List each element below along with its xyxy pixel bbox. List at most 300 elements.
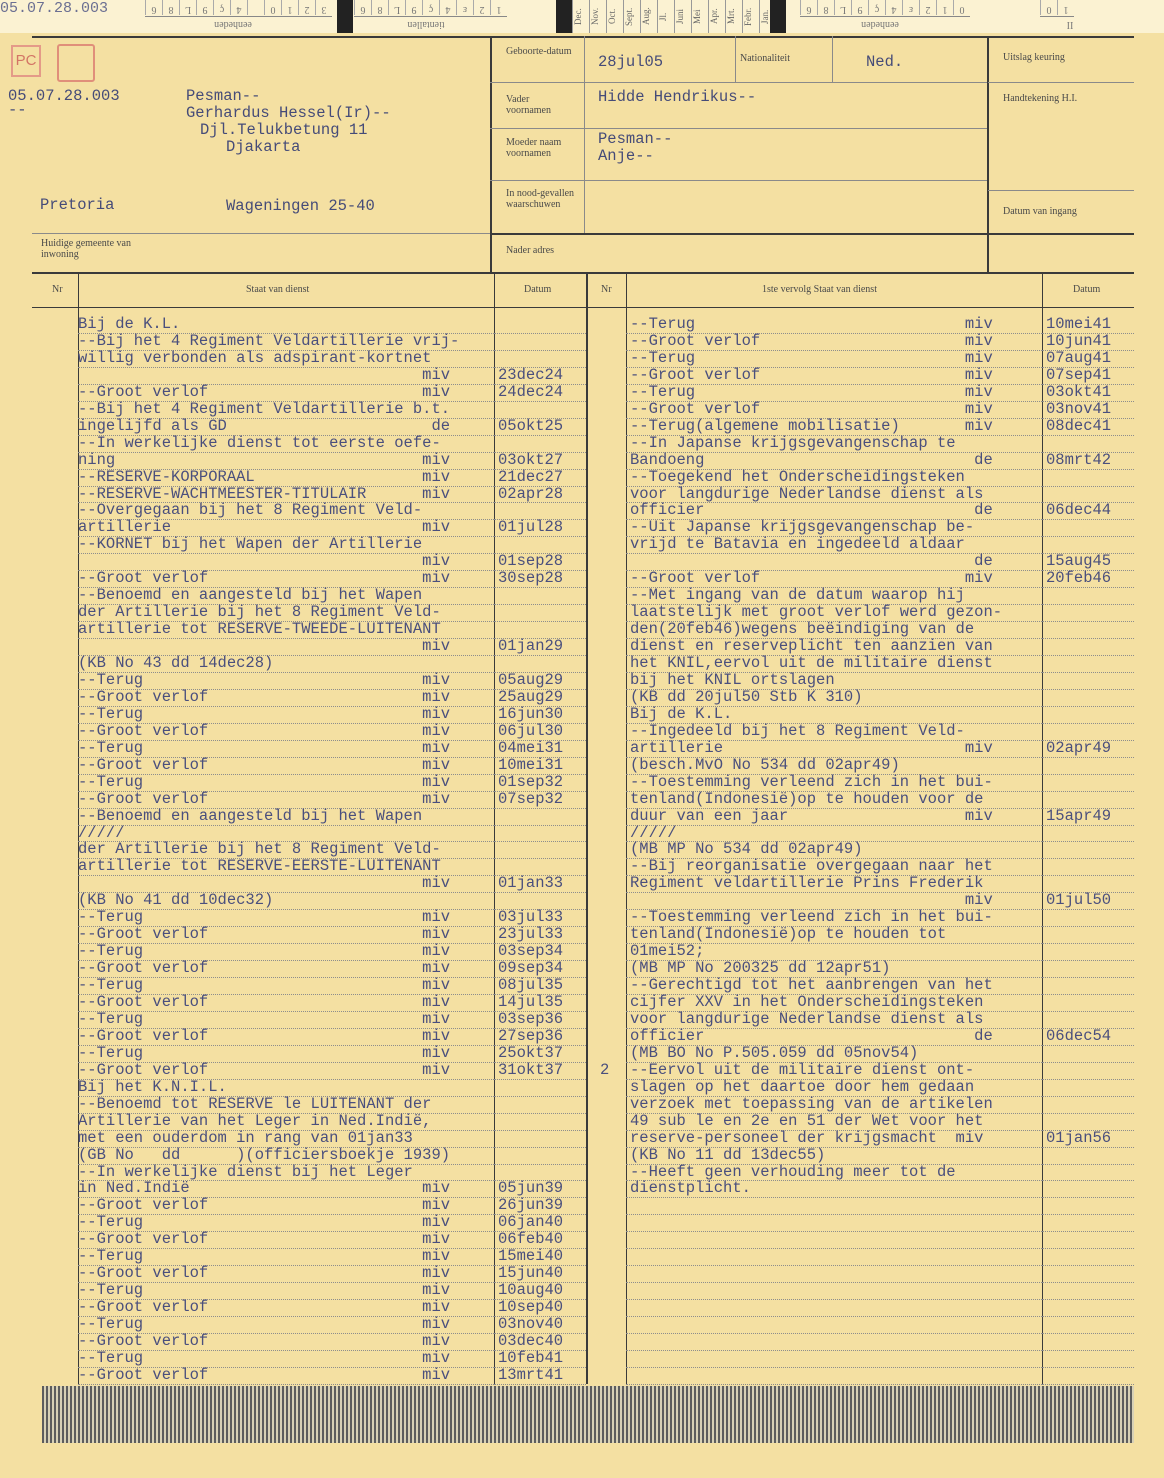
ruled-line (1042, 994, 1134, 995)
strip-digit: L (388, 0, 405, 15)
ruled-line (1042, 1350, 1134, 1351)
entry-text: --RESERVE-KORPORAAL miv (78, 467, 451, 486)
col-header-nr: Nr (52, 284, 63, 295)
entry-text: --Groot verlof miv (630, 365, 993, 384)
entry-date: 15aug45 (1046, 552, 1112, 571)
ruled-line (1042, 1045, 1134, 1046)
mother-names: Anje-- (598, 147, 654, 165)
entry-text: ning miv (78, 450, 451, 469)
entry-date: 10mei41 (1046, 315, 1112, 333)
strip-digit: 9 (851, 0, 868, 15)
entry-text: --In Japanse krijgsgevangenschap te (630, 433, 956, 452)
entry-text: (GB No dd )(officiersboekje 1939) (78, 1145, 451, 1164)
entry-text: --Groot verlof miv (78, 1060, 451, 1079)
entry-text: --Toegekend het Onderscheidingsteken (630, 467, 965, 486)
ruled-line (1042, 1079, 1134, 1080)
ruled-line (1042, 723, 1134, 724)
ruled-line (1042, 1316, 1134, 1317)
entry-text: der Artillerie bij het 8 Regiment Veld- (78, 603, 441, 622)
col-line-date2 (1042, 272, 1043, 1384)
entry-text: (KB No 41 dd 10dec32) (78, 891, 274, 910)
entry-date: 14jul35 (498, 993, 564, 1011)
ruled-line (1042, 926, 1134, 927)
entry-text: --Terug miv (78, 1009, 451, 1028)
entry-text: --Groot verlof miv (78, 1196, 451, 1215)
entry-text: --KORNET bij het Wapen der Artillerie (78, 535, 423, 554)
address-street: Djl.Telukbetung 11 (200, 121, 368, 139)
entry-text: met een ouderdom in rang van 01jan33 (78, 1128, 413, 1147)
entry-date: 16jun30 (498, 704, 564, 723)
ruled-line (1042, 655, 1134, 656)
entry-date: 10jun41 (1046, 331, 1112, 350)
entry-date: 25aug29 (498, 687, 564, 706)
entry-text: --Groot verlof miv (78, 1365, 451, 1384)
entry-date: 10sep40 (498, 1298, 564, 1317)
strip-digit: 2 (473, 0, 490, 15)
red-stamp-box (57, 44, 95, 82)
entry-text: --Toestemming verleend zich in het bui- (630, 772, 993, 791)
entry-text: miv (78, 552, 451, 571)
ruled-line (494, 841, 586, 842)
ruled-line (1042, 1367, 1134, 1368)
label-nationality: Nationaliteit (740, 53, 790, 64)
punch-strip (0, 0, 1164, 33)
ruled-line (1042, 791, 1134, 792)
entry-text: --Terug miv (78, 1043, 451, 1062)
entry-text: bij het KNIL ortslagen (630, 670, 835, 689)
digit-row-tens (354, 0, 507, 17)
entry-text: --Terug miv (630, 348, 993, 367)
ruled-line (78, 825, 494, 826)
ruled-line (78, 1384, 494, 1385)
header-row-line (490, 82, 987, 83)
entry-date: 01sep28 (498, 552, 564, 571)
ruled-line (494, 1384, 586, 1385)
ruled-line (1042, 1265, 1134, 1266)
strip-record-code: 05.07.28.003 (0, 0, 109, 17)
col-header-date: Datum (524, 284, 552, 295)
header-divider-2 (987, 36, 989, 272)
strip-digit: 0 (953, 0, 970, 15)
digit-row-units-2 (800, 0, 970, 17)
ruled-line (494, 825, 586, 826)
ruled-line (1042, 1113, 1134, 1114)
entry-text: --Overgegaan bij het 8 Regiment Veld- (78, 501, 423, 520)
entry-date: 08jul35 (498, 976, 564, 995)
entry-text: --Terug miv (78, 1247, 451, 1266)
strip-digit: 2 (919, 0, 936, 15)
entry-text: --Groot verlof miv (630, 569, 993, 588)
ruled-line (626, 1350, 1042, 1351)
ruled-line (1042, 672, 1134, 673)
entry-text: --Groot verlof miv (78, 382, 451, 401)
table-header-border (32, 307, 1134, 308)
ruled-line (494, 1130, 586, 1131)
entry-date: 01jan29 (498, 637, 564, 656)
ruled-line (626, 1316, 1042, 1317)
entry-text: --Terug miv (78, 670, 451, 689)
digit-caption-tens: tientallen (407, 19, 445, 30)
entry-text: dienst en reserveplicht ten aanzien van (630, 637, 993, 656)
entry-text: --RESERVE-WACHTMEESTER-TITULAIR miv (78, 484, 451, 503)
nationality-divider-1 (735, 36, 736, 82)
ruled-line (626, 1248, 1042, 1249)
entry-date: 01jan56 (1046, 1128, 1112, 1147)
entry-text: --Terug(algemene mobilisatie) miv (630, 416, 993, 435)
entry-date: 24dec24 (498, 382, 564, 401)
registration-place: Wageningen 25-40 (226, 197, 375, 215)
label-birthdate: Geboorte-datum (506, 46, 572, 57)
entry-text: --Groot verlof miv (78, 959, 451, 978)
strip-digit: 3 (315, 0, 332, 15)
entry-date: 06jul30 (498, 721, 564, 740)
entry-text: cijfer XXV in het Onderscheidingsteken (630, 993, 984, 1011)
entry-text: de (630, 552, 993, 571)
entry-text: Bandoeng de (630, 450, 993, 469)
entry-date: 03sep34 (498, 942, 564, 961)
ruled-line (1042, 1248, 1134, 1249)
ruled-line (1042, 1011, 1134, 1012)
ruled-line (494, 1164, 586, 1165)
entry-date: 27sep36 (498, 1026, 564, 1045)
entry-date: 07sep32 (498, 789, 564, 808)
entry-text: Bij de K.L. (78, 315, 181, 333)
entry-date: 02apr28 (498, 484, 564, 503)
entry-text: voor langdurige Nederlandse dienst als (630, 484, 984, 503)
entry-date: 26jun39 (498, 1196, 564, 1215)
entry-text: artillerie tot RESERVE-EERSTE-LUITENANT (78, 857, 441, 876)
strip-digit: 1 (936, 0, 953, 15)
header-right-line (988, 82, 1134, 83)
entry-text: (MB MP No 534 dd 02apr49) (630, 840, 863, 859)
punch-mark (770, 0, 786, 33)
ruled-line (1042, 825, 1134, 826)
month-label: Jl. (657, 0, 674, 33)
entry-text: --Heeft geen verhouding meer tot de (630, 1162, 956, 1181)
ruled-line (1042, 858, 1134, 859)
entry-text: voor langdurige Nederlandse dienst als (630, 1009, 984, 1028)
ruled-line (1042, 1197, 1134, 1198)
ruled-line (626, 1214, 1042, 1215)
entry-text: --In werkelijke dienst tot eerste oefe- (78, 433, 441, 452)
entry-text: --Groot verlof miv (78, 1230, 451, 1249)
label-examination-result: Uitslag keuring (1003, 52, 1065, 63)
ruled-line (494, 655, 586, 656)
entry-text: --Benoemd en aangesteld bij het Wapen (78, 806, 423, 825)
label-mother: Moeder naam voornamen (506, 137, 562, 159)
entry-text: --Terug miv (78, 942, 451, 961)
entry-text: der Artillerie bij het 8 Regiment Veld- (78, 840, 441, 859)
entry-date: 05jun39 (498, 1179, 564, 1198)
ruled-line (494, 435, 586, 436)
entry-date: 10mei31 (498, 755, 564, 774)
entry-text: --Benoemd tot RESERVE le LUITENANT der (78, 1094, 432, 1113)
month-label: Juni (674, 0, 691, 33)
entry-date: 15mei40 (498, 1247, 564, 1266)
entry-date: 09sep34 (498, 959, 564, 978)
entry-date: 03jul33 (498, 908, 564, 927)
entry-text: tenland(Indonesië)op te houden tot (630, 925, 947, 944)
given-names: Gerhardus Hessel(Ir)-- (186, 104, 391, 122)
strip-digit: 6 (145, 0, 162, 15)
ruled-line (1042, 1096, 1134, 1097)
entry-text: willig verbonden als adspirant-kortnet (78, 348, 432, 367)
table-top-border (32, 272, 1134, 274)
header-row-line (490, 233, 1134, 235)
ruled-line (1042, 841, 1134, 842)
entry-date: 30sep28 (498, 569, 564, 588)
entry-text: --Terug miv (78, 772, 451, 791)
entry-date: 03dec40 (498, 1332, 564, 1350)
strip-digit: 8 (162, 0, 179, 15)
strip-digit: 9 (405, 0, 422, 15)
col-header-nr2: Nr (601, 284, 612, 295)
ruled-line (1042, 1147, 1134, 1148)
label-emergency: In nood-gevallen waarschuwen (506, 188, 575, 210)
ruled-line (494, 1096, 586, 1097)
nationality: Ned. (866, 53, 904, 71)
ruled-line (494, 858, 586, 859)
ruled-line (1042, 960, 1134, 961)
entry-text: --Toestemming verleend zich in het bui- (630, 908, 993, 927)
birthplace: Pretoria (40, 196, 115, 214)
entry-text: 01mei52; (630, 942, 705, 961)
entry-text: --Benoemd en aangesteld bij het Wapen (78, 586, 423, 605)
entry-text: reserve-personeel der krijgsmacht miv (630, 1128, 984, 1147)
entry-number: 2 (600, 1060, 610, 1079)
entry-text: (MB BO No P.505.059 dd 05nov54) (630, 1043, 919, 1062)
ruled-line (1042, 689, 1134, 690)
strip-digit: 2 (298, 0, 315, 15)
entry-text: --Gerechtigd tot het aanbrengen van het (630, 976, 993, 995)
entry-text: Regiment veldartillerie Prins Frederik (630, 874, 984, 893)
record-number: 05.07.28.003 (8, 87, 120, 105)
month-label: Mrt. (725, 0, 742, 33)
entry-text: --Terug miv (78, 1213, 451, 1232)
entry-text: Bij het K.N.I.L. (78, 1077, 227, 1096)
ruled-line (626, 825, 1042, 826)
strip-digit: 8 (371, 0, 388, 15)
month-label: Sept. (623, 0, 640, 33)
entry-date: 03okt27 (498, 450, 564, 469)
header-top-border (32, 36, 1134, 38)
entry-text: --Terug miv (78, 1348, 451, 1367)
entry-text: --Groot verlof miv (78, 687, 451, 706)
ruled-line (494, 1147, 586, 1148)
entry-date: 02apr49 (1046, 738, 1112, 757)
ruled-line (494, 1079, 586, 1080)
father-names: Hidde Hendrikus-- (598, 88, 757, 106)
month-label: Mei (691, 0, 708, 33)
entry-date: 01sep32 (498, 772, 564, 791)
record-dashes: -- (8, 101, 27, 119)
ruled-line (1042, 536, 1134, 537)
punch-mark (337, 0, 353, 33)
label-entry-date: Datum van ingang (1003, 206, 1077, 217)
entry-date: 06feb40 (498, 1230, 564, 1249)
col-line-nr2 (626, 272, 627, 1384)
ruled-line (494, 350, 586, 351)
entry-text: in Ned.Indië miv (78, 1179, 451, 1198)
entry-date: 15jun40 (498, 1264, 564, 1283)
entry-text: (KB dd 20jul50 Stb K 310) (630, 687, 863, 706)
entry-text: --Ingedeeld bij het 8 Regiment Veld- (630, 721, 965, 740)
entry-date: 07sep41 (1046, 365, 1112, 384)
mother-surname: Pesman-- (598, 130, 673, 148)
entry-text: --In werkelijke dienst bij het Leger (78, 1162, 413, 1181)
ruled-line (494, 604, 586, 605)
strip-digit: 1 (490, 0, 507, 15)
entry-text: artillerie tot RESERVE-TWEEDE-LUITENANT (78, 620, 441, 639)
entry-text: laatstelijk met groot verlof werd gezon- (630, 603, 1003, 622)
strip-digit: 6 (800, 0, 817, 15)
entry-text: (KB No 11 dd 13dec55) (630, 1145, 826, 1164)
entry-date: 23jul33 (498, 925, 564, 944)
digit-caption-units-2: eenheden (861, 19, 899, 30)
strip-digit: L (834, 0, 851, 15)
entry-date: 05okt25 (498, 416, 564, 435)
header-row-line (32, 233, 490, 234)
entry-date: 01jul28 (498, 518, 564, 537)
ruled-line (1042, 757, 1134, 758)
entry-date: 06jan40 (498, 1213, 564, 1232)
ruled-line (626, 1231, 1042, 1232)
ruled-line (1042, 604, 1134, 605)
entry-date: 23dec24 (498, 365, 564, 384)
strip-digit: 0 (264, 0, 281, 15)
ruled-line (1042, 486, 1134, 487)
entry-date: 13mrt41 (498, 1365, 564, 1384)
entry-text: --Bij het 4 Regiment Veldartillerie vrij- (78, 331, 460, 350)
entry-text: ///// (630, 823, 677, 842)
month-label: Apr. (708, 0, 725, 33)
entry-date: 03sep36 (498, 1009, 564, 1028)
entry-text: miv (78, 365, 451, 384)
ruled-line (1042, 977, 1134, 978)
barcode-strip (42, 1386, 1134, 1443)
header-divider-1 (490, 36, 492, 272)
strip-digit: 4 (439, 0, 456, 15)
entry-text: Artillerie van het Leger in Ned.Indië, (78, 1111, 432, 1130)
ruled-line (494, 333, 586, 334)
entry-text: --Groot verlof miv (78, 569, 451, 588)
ruled-line (1042, 621, 1134, 622)
digit-caption-units: eenheden (214, 19, 252, 30)
ruled-line (1042, 469, 1134, 470)
entry-date: 10feb41 (498, 1348, 564, 1367)
entry-date: 15apr49 (1046, 806, 1112, 825)
entry-text: ingelijfd als GD de (78, 416, 451, 435)
strip-digit: ç (868, 0, 885, 15)
col-line-middle (586, 272, 588, 1384)
entry-text: --Terug miv (78, 1281, 451, 1300)
header-right-line (988, 190, 1134, 191)
entry-date: 08dec41 (1046, 416, 1112, 435)
ruled-line (1042, 706, 1134, 707)
month-label: Jan. (759, 0, 776, 33)
ruled-line (1042, 1062, 1134, 1063)
entry-text: --Groot verlof miv (78, 755, 451, 774)
entry-text: verzoek met toepassing van de artikelen (630, 1094, 993, 1113)
ruled-line (626, 1367, 1042, 1368)
entry-date: 25okt37 (498, 1043, 564, 1062)
strip-digit: ε (456, 0, 473, 15)
month-label: Oct. (606, 0, 623, 33)
ruled-line (1042, 1384, 1134, 1385)
ruled-line (1042, 1231, 1134, 1232)
month-label: Aug. (640, 0, 657, 33)
entry-text: --Terug miv (78, 908, 451, 927)
entry-date: 06dec44 (1046, 501, 1112, 520)
entry-text: --Groot verlof miv (78, 1332, 451, 1350)
entry-date: 10aug40 (498, 1281, 564, 1300)
birthdate: 28jul05 (598, 53, 664, 71)
entry-text: --Groot verlof miv (630, 399, 993, 418)
surname: Pesman-- (186, 87, 261, 105)
entry-text: den(20feb46)wegens beëindiging van de (630, 620, 975, 639)
entry-text: (MB MP No 200325 dd 12apr51) (630, 959, 891, 978)
col-line-date (494, 272, 495, 1384)
entry-text: --Groot verlof miv (78, 925, 451, 944)
entry-text: slagen op het daartoe door hem gedaan (630, 1077, 975, 1096)
header-row-line (490, 180, 987, 181)
entry-text: --Met ingang van de datum waarop hij (630, 586, 965, 605)
ruled-line (494, 808, 586, 809)
col-header-date2: Datum (1073, 284, 1101, 295)
entry-text: ///// (78, 823, 125, 842)
strip-digit (247, 0, 264, 15)
entry-date: 03nov40 (498, 1315, 564, 1334)
entry-text: officier de (630, 501, 993, 520)
ruled-line (1042, 1164, 1134, 1165)
entry-date: 07aug41 (1046, 348, 1112, 367)
label-father: Vader voornamen (506, 94, 551, 116)
ruled-line (626, 1265, 1042, 1266)
entry-text: --Bij reorganisatie overgegaan naar het (630, 857, 993, 876)
digit-row-units (145, 0, 332, 17)
strip-digit: 4 (885, 0, 902, 15)
col-header-service: Staat van dienst (246, 284, 310, 295)
header-row-line (490, 128, 987, 129)
entry-text: --Terug miv (630, 315, 993, 333)
entry-date: 03nov41 (1046, 399, 1112, 418)
entry-text: duur van een jaar miv (630, 806, 993, 825)
ruled-line (1042, 774, 1134, 775)
entry-text: (besch.MvO No 534 dd 02apr49) (630, 755, 900, 774)
strip-digit: 1 (1057, 0, 1074, 15)
digit-row-2 (1040, 0, 1074, 17)
month-label: Dec. (572, 0, 589, 33)
month-label: Febr. (742, 0, 759, 33)
entry-date: 08mrt42 (1046, 450, 1112, 469)
entry-date: 03okt41 (1046, 382, 1112, 401)
entry-date: 21dec27 (498, 467, 564, 486)
entry-date: 05aug29 (498, 670, 564, 689)
ruled-line (626, 1299, 1042, 1300)
entry-text: vrijd te Batavia en ingedeeld aldaar (630, 535, 965, 554)
entry-text: 49 sub le en 2e en 51 der Wet voor het (630, 1111, 984, 1130)
entry-text: --Groot verlof miv (630, 331, 993, 350)
ruled-line (494, 1113, 586, 1114)
ruled-line (626, 1333, 1042, 1334)
entry-text: --Terug miv (630, 382, 993, 401)
entry-text: --Terug miv (78, 704, 451, 723)
label-signature: Handtekening H.I. (1003, 93, 1078, 104)
entry-text: het KNIL,eervol uit de militaire dienst (630, 654, 993, 672)
ruled-line (1042, 435, 1134, 436)
ruled-line (494, 401, 586, 402)
entry-text: --Terug miv (78, 976, 451, 995)
